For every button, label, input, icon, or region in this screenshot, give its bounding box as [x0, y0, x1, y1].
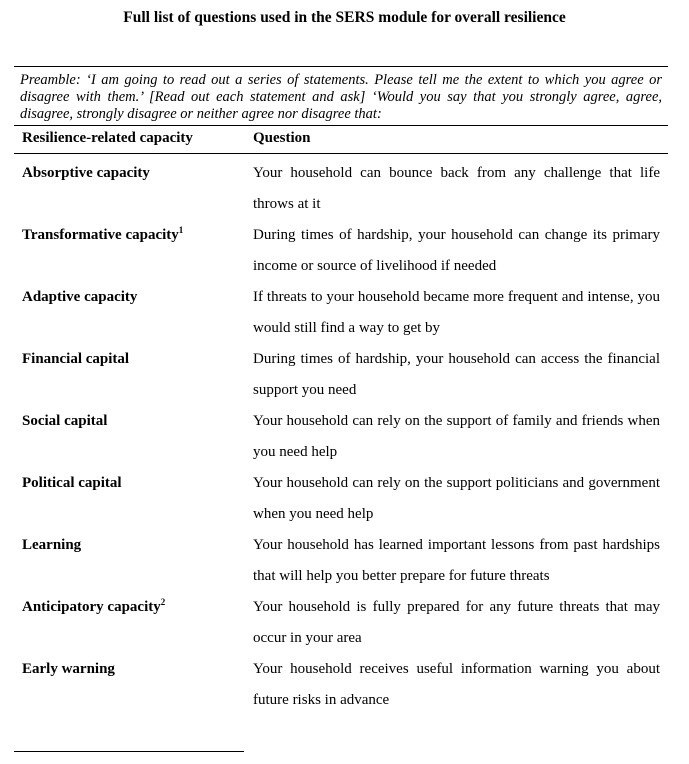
question-cell: Your household can bounce back from any challenge that life throws at it: [253, 165, 660, 212]
table-row: [14, 406, 668, 468]
table-title: Full list of questions used in the SERS module for overall resilience: [123, 9, 566, 26]
question-cell: During times of hardship, your household can change its primary income or source of livelihood if needed: [253, 227, 660, 274]
question-cell: Your household can rely on the support politicians and government when you need help: [253, 475, 660, 522]
capacity-label: Adaptive capacity: [22, 289, 138, 305]
capacity-cell: [14, 282, 244, 344]
table-row: [14, 654, 668, 716]
table-preamble: Preamble: ‘I am going to read out a series of statements. Please tell me the extent to which you agree or disagree with them.’ [Read out each statement and ask] ‘Would you say that you strongly agree, agree, disagree, strongly disagree or neither agree nor disagree that:: [14, 67, 668, 126]
table-row: [14, 530, 668, 592]
question-cell: Your household is fully prepared for any future threats that may occur in your area: [253, 599, 660, 646]
capacity-label: Anticipatory capacity: [22, 599, 161, 615]
capacity-label: Early warning: [22, 661, 115, 677]
table-header-row: [14, 126, 668, 154]
capacity-cell: [14, 220, 244, 282]
table-row: [14, 282, 668, 344]
column-header-question: Question: [253, 130, 311, 146]
capacity-label: Transformative capacity: [22, 227, 179, 243]
questions-table: [14, 66, 668, 716]
capacity-cell: [14, 530, 244, 592]
question-cell: If threats to your household became more frequent and intense, you would still find a way to get by: [253, 289, 660, 336]
capacity-label: Financial capital: [22, 351, 130, 367]
capacity-cell: [14, 344, 244, 406]
capacity-cell: [14, 592, 244, 654]
capacity-cell: [14, 654, 244, 716]
capacity-label: Absorptive capacity: [22, 165, 150, 181]
column-header-capacity: Resilience-related capacity: [22, 130, 193, 146]
table-row: [14, 468, 668, 530]
question-cell: Your household receives useful information warning you about future risks in advance: [253, 661, 660, 708]
table-body: [14, 154, 668, 716]
question-cell: Your household can rely on the support of family and friends when you need help: [253, 413, 660, 460]
capacity-cell: [14, 406, 244, 468]
capacity-label: Social capital: [22, 413, 108, 429]
capacity-cell: [14, 468, 244, 530]
table-bottom-rule: [14, 751, 244, 752]
question-cell: Your household has learned important lessons from past hardships that will help you better prepare for future threats: [253, 537, 660, 584]
table-row: [14, 344, 668, 406]
footnote-marker: 2: [160, 597, 166, 607]
capacity-label: Political capital: [22, 475, 122, 491]
table-row: [14, 592, 668, 654]
capacity-cell: [14, 158, 244, 220]
table-row: [14, 220, 668, 282]
footnote-marker: 1: [178, 225, 184, 235]
capacity-label: Learning: [22, 537, 82, 553]
table-row: [14, 158, 668, 220]
question-cell: During times of hardship, your household can access the financial support you need: [253, 351, 660, 398]
